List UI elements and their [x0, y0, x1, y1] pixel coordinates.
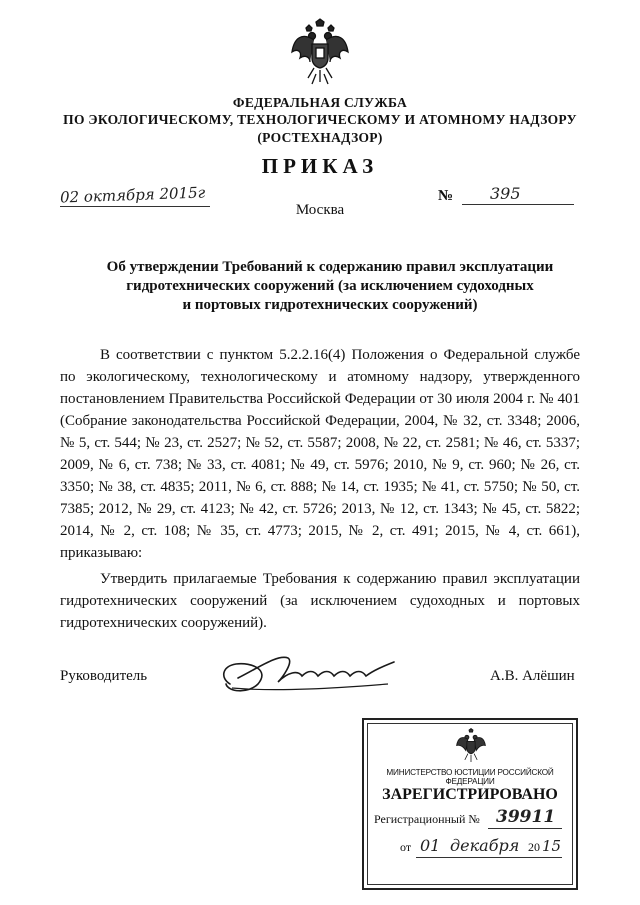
stamp-reg-label: Регистрационный № [374, 812, 480, 826]
signatory-position: Руководитель [60, 668, 148, 684]
stamp-ministry: МИНИСТЕРСТВО ЮСТИЦИИ РОССИЙСКОЙ ФЕДЕРАЦИИ [386, 768, 554, 786]
signatory-name: А.В. Алёшин [490, 668, 575, 684]
stamp-date-year: 15 [542, 837, 562, 855]
order-title-line1: Об утверждении Требований к содержанию правил эксплуатации [106, 259, 554, 275]
number-label: № [438, 188, 454, 204]
stamp-reg-underline [488, 828, 562, 829]
agency-abbreviation: (РОСТЕХНАДЗОР) [257, 130, 383, 145]
stamp-date-day: 01 [420, 836, 441, 855]
stamp-emblem-icon [454, 728, 488, 764]
document-type-title: ПРИКАЗ [261, 154, 379, 178]
stamp-registered: ЗАРЕГИСТРИРОВАНО [382, 786, 558, 803]
agency-name-line2: ПО ЭКОЛОГИЧЕСКОМУ, ТЕХНОЛОГИЧЕСКОМУ И АТОМНОМУ НАДЗОРУ [63, 112, 577, 127]
handwritten-signature-icon [218, 648, 408, 706]
agency-name-line1: ФЕДЕРАЛЬНАЯ СЛУЖБА [232, 95, 408, 110]
coat-of-arms-emblem-icon [288, 18, 352, 88]
handwritten-number: 395 [490, 184, 521, 203]
order-title-line3: и портовых гидротехнических сооружений) [182, 297, 478, 313]
order-title [100, 258, 560, 315]
stamp-date-prefix: от [400, 840, 412, 854]
stamp-date-month: декабря [450, 836, 520, 855]
stamp-reg-number: 39911 [496, 807, 556, 827]
order-title-line2: гидротехнических сооружений (за исключением судоходных [126, 278, 534, 294]
handwritten-date: 02 октября 2015г [59, 183, 206, 207]
stamp-date-underline [416, 857, 562, 858]
body-paragraph-2: Утвердить прилагаемые Требования к содержанию правил эксплуатации гидротехнических сооружений (за исключением судоходных и портовых гидротехнических сооружений). [60, 571, 580, 631]
city-name: Москва [295, 202, 345, 218]
registration-stamp [362, 718, 578, 890]
stamp-date-year-prefix: 20 [528, 840, 540, 854]
body-paragraph-1: В соответствии с пунктом 5.2.2.16(4) Положения о Федеральной службе по экологическому, технологическому и атомному надзору, утвержденного постановлением Правительства Российской Федерации от 30 июля 2004 г. № 401 (Собрание законодательства Российской Федерации, 2004, № 32, ст. 3348; 2006, № 5, ст. 544; № 23, ст. 2527; № 52, ст. 5587; 2008, № 22, ст. 2581; № 46, ст. 5337; 2009, № 6, ст. 738; № 33, ст. 4081; № 49, ст. 5976; 2010, № 9, ст. 960; № 26, ст. 3350; № 38, ст. 4835; 2011, № 6, ст. 888; № 14, ст. 1935; № 41, ст. 5750; № 50, ст. 7385; 2012, № 29, ст. 4123; № 42, ст. 5726; 2013, № 12, ст. 1343; № 45, ст. 5822; 2014, № 2, ст. 108; № 35, ст. 4773; 2015, № 2, ст. 491; 2015, № 4, ст. 661), приказываю: [60, 347, 580, 561]
